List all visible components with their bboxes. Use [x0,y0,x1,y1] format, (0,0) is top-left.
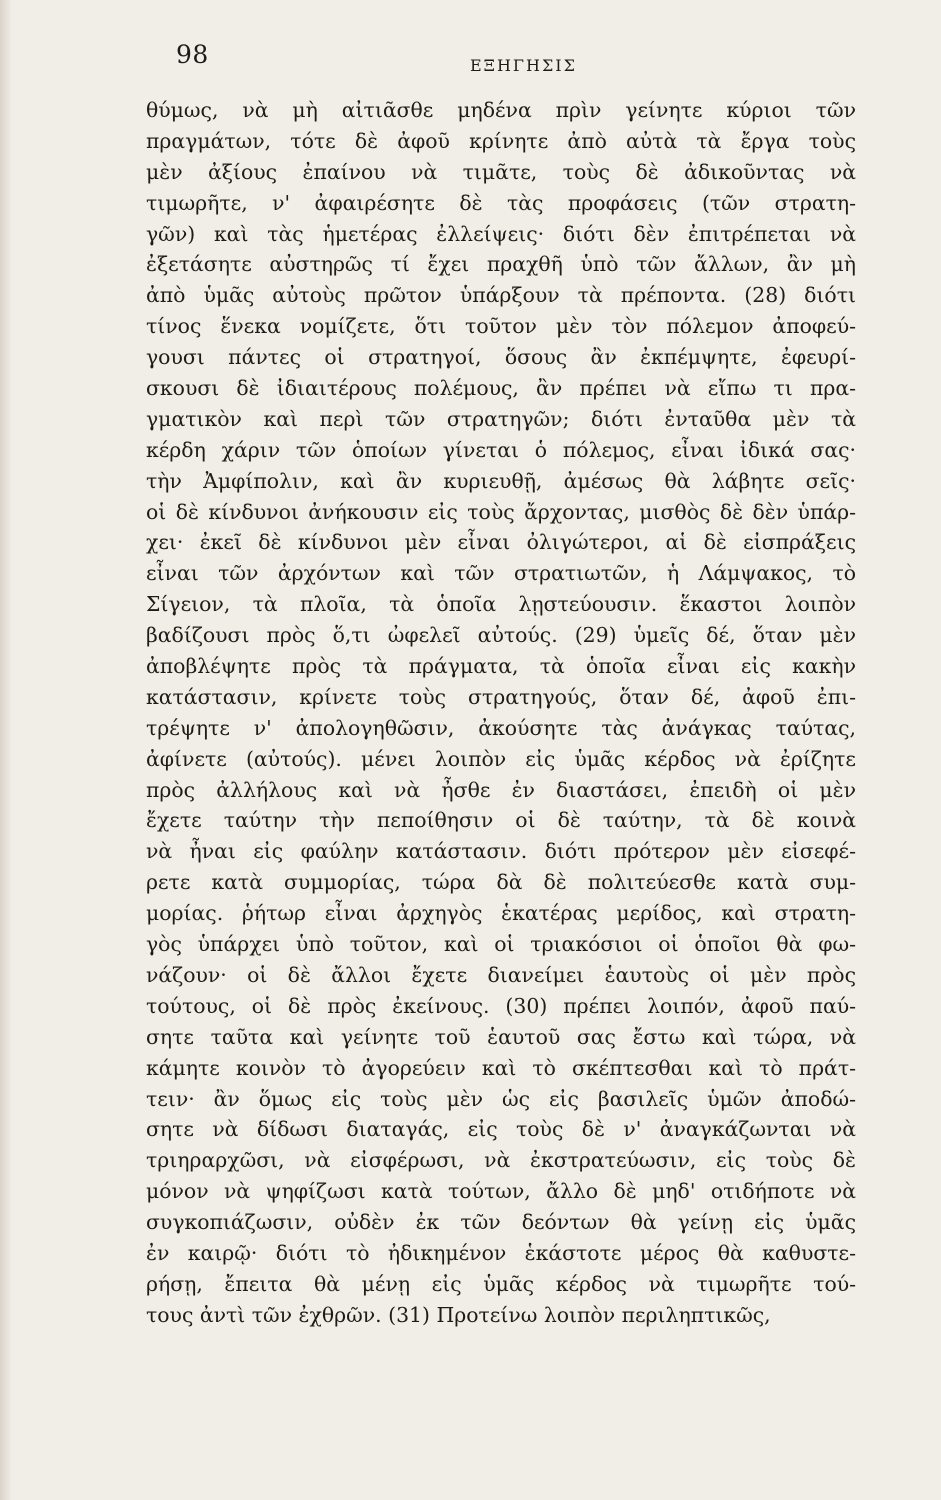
text-line: νὰ ἦναι εἰς φαύλην κατάστασιν. διότι πρότερον μὲν εἰσεφέ- [146,839,856,864]
body-text [146,95,856,1331]
text-line: πρὸς ἀλλήλους καὶ νὰ ἦσθε ἐν διαστάσει, ἐπειδὴ οἱ μὲν [146,777,856,802]
text-line: γουσι πάντες οἱ στρατηγοί, ὅσους ἂν ἐκπέμψητε, ἐφευρί- [146,345,856,370]
text-line: γματικὸν καὶ περὶ τῶν στρατηγῶν; διότι ἐνταῦθα μὲν τὰ [146,406,856,431]
text-line: γὸς ὑπάρχει ὑπὸ τοῦτον, καὶ οἱ τριακόσιοι οἱ ὁποῖοι θὰ φω- [146,932,856,957]
text-line: σητε νὰ δίδωσι διαταγάς, εἰς τοὺς δὲ ν' ἀναγκάζωνται νὰ [146,1117,856,1142]
page-number: 98 [176,40,209,69]
text-line: νάζουν· οἱ δὲ ἄλλοι ἔχετε διανείμει ἑαυτοὺς οἱ μὲν πρὸς [146,962,856,987]
text-line: βαδίζουσι πρὸς ὅ,τι ὠφελεῖ αὐτούς. (29) ὑμεῖς δέ, ὅταν μὲν [146,623,856,648]
text-line: κατάστασιν, κρίνετε τοὺς στρατηγούς, ὅταν δέ, ἀφοῦ ἐπι- [146,684,856,709]
text-line: Σίγειον, τὰ πλοῖα, τὰ ὁποῖα λῃστεύουσιν. ἕκαστοι λοιπὸν [146,592,856,617]
text-line: ἐξετάσητε αὐστηρῶς τί ἔχει πραχθῆ ὑπὸ τῶν ἄλλων, ἂν μὴ [146,252,856,277]
text-line: τὴν Ἀμφίπολιν, καὶ ἂν κυριευθῇ, ἀμέσως θὰ λάβητε σεῖς· [146,468,856,493]
running-head: ΕΞΗΓΗΣΙΣ [470,56,577,75]
text-line: τριηραρχῶσι, νὰ εἰσφέρωσι, νὰ ἐκστρατεύωσιν, εἰς τοὺς δὲ [146,1148,856,1173]
text-line: τους ἀντὶ τῶν ἐχθρῶν. (31) Προτείνω λοιπὸν περιληπτικῶς, [146,1302,771,1327]
text-line: ἀφίνετε (αὐτούς). μένει λοιπὸν εἰς ὑμᾶς κέρδος νὰ ἐρίζητε [146,746,856,771]
text-line: ἀποβλέψητε πρὸς τὰ πράγματα, τὰ ὁποῖα εἶναι εἰς κακὴν [146,654,856,679]
text-line: χει· ἐκεῖ δὲ κίνδυνοι μὲν εἶναι ὀλιγώτεροι, αἱ δὲ εἰσπράξεις [146,530,856,555]
text-line: σκουσι δὲ ἰδιαιτέρους πολέμους, ἂν πρέπει νὰ εἴπω τι πρα- [146,376,856,401]
text-line: σητε ταῦτα καὶ γείνητε τοῦ ἑαυτοῦ σας ἔστω καὶ τώρα, νὰ [146,1024,856,1049]
text-line: τιμωρῆτε, ν' ἀφαιρέσητε δὲ τὰς προφάσεις (τῶν στρατη- [146,190,856,215]
text-line: τούτους, οἱ δὲ πρὸς ἐκείνους. (30) πρέπει λοιπόν, ἀφοῦ παύ- [146,993,856,1018]
text-line: πραγμάτων, τότε δὲ ἀφοῦ κρίνητε ἀπὸ αὐτὰ τὰ ἔργα τοὺς [146,128,856,153]
text-line: ἔχετε ταύτην τὴν πεποίθησιν οἱ δὲ ταύτην, τὰ δὲ κοινὰ [146,808,856,833]
text-line: μορίας. ῥήτωρ εἶναι ἀρχηγὸς ἑκατέρας μερίδος, καὶ στρατη- [146,901,856,926]
text-line: θύμως, νὰ μὴ αἰτιᾶσθε μηδένα πρὶν γείνητε κύριοι τῶν [146,98,856,122]
text-line: κάμητε κοινὸν τὸ ἀγορεύειν καὶ τὸ σκέπτεσθαι καὶ τὸ πράτ- [146,1055,856,1080]
text-line: τίνος ἕνεκα νομίζετε, ὅτι τοῦτον μὲν τὸν πόλεμον ἀποφεύ- [146,314,856,339]
text-line: ἐν καιρῷ· διότι τὸ ἠδικημένον ἑκάστοτε μέρος θὰ καθυστε- [146,1240,856,1265]
page-edge-shadow [0,0,12,1500]
text-line: μόνον νὰ ψηφίζωσι κατὰ τούτων, ἄλλο δὲ μηδ' οτιδήποτε νὰ [146,1179,856,1204]
text-line: εἶναι τῶν ἀρχόντων καὶ τῶν στρατιωτῶν, ἡ Λάμψακος, τὸ [146,561,856,586]
text-line: γῶν) καὶ τὰς ἡμετέρας ἐλλείψεις· διότι δὲν ἐπιτρέπεται νὰ [146,221,856,246]
text-line: συγκοπιάζωσιν, οὐδὲν ἐκ τῶν δεόντων θὰ γείνῃ εἰς ὑμᾶς [146,1210,856,1235]
text-line: τρέψητε ν' ἀπολογηθῶσιν, ἀκούσητε τὰς ἀνάγκας ταύτας, [146,715,856,740]
text-line: τειν· ἂν ὅμως εἰς τοὺς μὲν ὡς εἰς βασιλεῖς ὑμῶν ἀποδώ- [146,1086,856,1111]
text-line: κέρδη χάριν τῶν ὁποίων γίνεται ὁ πόλεμος, εἶναι ἰδικά σας· [146,437,856,462]
text-line: οἱ δὲ κίνδυνοι ἀνήκουσιν εἰς τοὺς ἄρχοντας, μισθὸς δὲ δὲν ὑπάρ- [146,499,856,524]
text-line: ἀπὸ ὑμᾶς αὐτοὺς πρῶτον ὑπάρξουν τὰ πρέποντα. (28) διότι [146,283,856,308]
text-line: ρετε κατὰ συμμορίας, τώρα δὰ δὲ πολιτεύεσθε κατὰ συμ- [146,870,856,895]
text-line: μὲν ἀξίους ἐπαίνου νὰ τιμᾶτε, τοὺς δὲ ἀδικοῦντας νὰ [146,159,856,184]
text-line: ρήσῃ, ἔπειτα θὰ μένῃ εἰς ὑμᾶς κέρδος νὰ τιμωρῆτε τού- [146,1271,856,1296]
